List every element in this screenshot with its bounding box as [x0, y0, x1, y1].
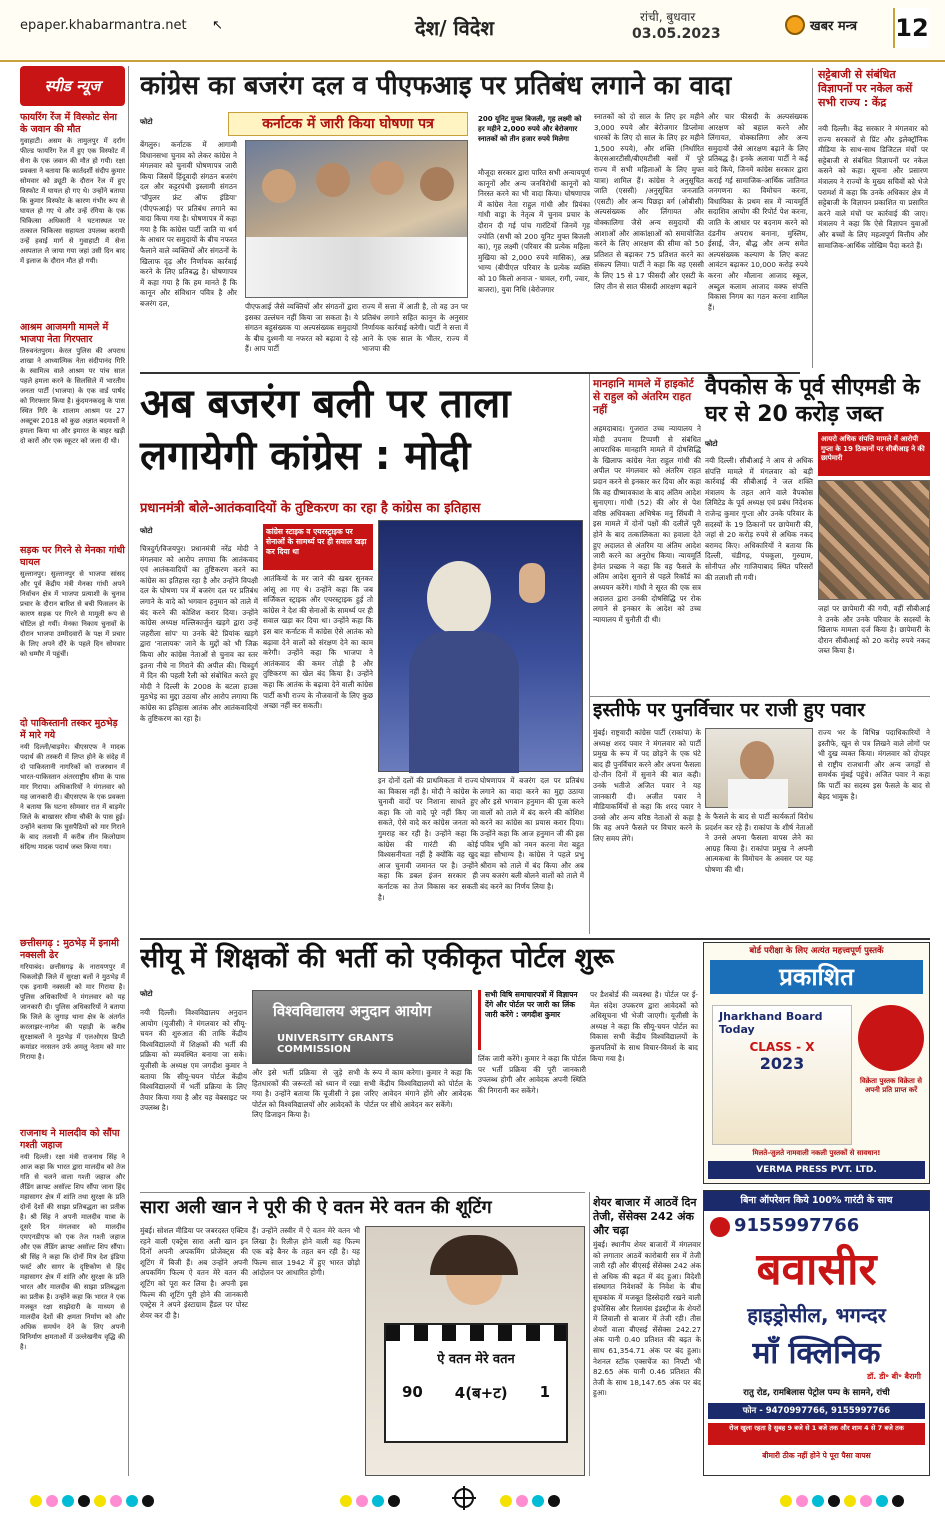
brand-name: खबर मन्त्र — [810, 19, 858, 34]
modi-headline-1: अब बजरंग बली पर ताला — [140, 381, 511, 427]
badge-icon — [858, 1005, 924, 1071]
cursor-icon: ↖ — [212, 18, 223, 33]
sidebar-story-5: छत्तीसगढ़ : मुठभेड़ में इनामी नक्सली ढेर गरियाबंद। छत्तीसगढ़ के नारायणपुर में चिकलोड़ी जिले में सुरक्षा बलों ने मुठभेड़ में एक इनामी नक्सली को मार गिराया है। पुलिस अधिकारियों ने मंगलवार को यह जानकारी दी। पुलिस अधिकारियों ने बताया कि जिले के जुगाड़ थाना क्षेत्र के अंतर्गत करलाझर-नागेश की पहाड़ी के करीब सुरक्षाबलों ने मुठभेड़ में एलओएस डिप्टी कमांडर नरसतन उर्फ अमलु नेताम को मार गिराया है। — [20, 938, 125, 1061]
page-number: 12 — [893, 8, 929, 48]
sidebar-story-4: दो पाकिस्तानी तस्कर मुठभेड़ में मारे गये नयी दिल्ली/बाड़मेर। बीएसएफ ने मादक पदार्थ की तस्करी में लिप्त होने के संदेह में दो पाकिस्तानी नागरिकों को राजस्थान में भारत-पाकिस्तान अंतरराष्ट्रीय सीमा के पास मार गिराया। अधिकारियों ने मंगलवार को यह जानकारी दी। बीएसएफ के एक प्रवक्ता ने बताया कि घटना सोमवार रात में बाड़मेर जिले के बाखासर सीमा चौकी के पास हुई। उन्होंने बताया कि घुसपैठियों को मार गिराने के बाद तलाशी में करीब तीन किलोग्राम संदिग्ध मादक पदार्थ जब्त किया गया। — [20, 718, 125, 851]
modi-col-2: आतंकियों के मर जाने की खबर सुनकर आंसू आ गए थे। उन्होंने कहा कि जब सर्जिकल स्ट्राइक और एयरस्ट्राइक हुई तो कांग्रेस ने देश की सेनाओं के सामर्थ्य पर ही सवाल खड़ा कर दिया था। उन्होंने कहा कि इस बार कर्नाटक में कांग्रेस ऐसे आतंक को बढ़ावा देने वालों को संरक्षण देने का काम करेगी। उन्होंने कहा कि भाजपा ने आतंकवाद की कमर तोड़ी है और तुष्टिकरण का खेल बंद किया है। उन्होंने कहा कि आतंक के बढ़ावा देने वाली कांग्रेस पार्टी कभी राज्य के नौजवानों के लिए कुछ अच्छा नहीं कर सकती। — [263, 574, 373, 711]
sara-col-2: हैं। उन्होंने तस्वीर में ऐ वतन मेरे वतन भी लिखा है। रिलीज़ होने वाली यह फिल्म एक बड़े बैनर के तहत बन रही है। यह फिल्म साल 1942 में हुए भारत छोड़ो आंदोलन पर आधारित होगी। — [252, 1226, 360, 1278]
speed-news-logo: स्पीड न्यूज — [20, 66, 125, 106]
registration-marks-right — [780, 1492, 908, 1511]
congress-manifesto-photo — [245, 140, 468, 298]
registration-marks-mid — [340, 1492, 404, 1511]
clapperboard: ऐ वतन मेरे वतन 90 4(ब+ट) 1 — [384, 1323, 568, 1443]
sharad-pawar-photo — [705, 728, 813, 808]
wapcos-col-2: जहां पर छापेमारी की गयी, वहीं सीबीआई ने उनके और उनके परिवार के सदस्यों के खिलाफ मामला दर्ज किया है। छापेमारी के दौरान सीबीआई को 20 करोड़ रुपये नकद जब्त किया है। — [818, 604, 930, 656]
pawar-col-3: राज्य भर के विभिन्न पदाधिकारियों ने इस्तीफे, खून से पत्र लिखने वाले लोगों पर भी दुख व्यक्त किया। मंगलवार को दोपहर से राष्ट्रीय राजधानी और अन्य जगहों से समर्थक मुंबई पहुंचे। अजित पवार ने कहा कि पार्टी का सदस्य इस फैसले के बाद से बेहद भावुक है। — [818, 728, 930, 801]
congress-kicker: कर्नाटक में जारी किया घोषणा पत्र — [228, 112, 468, 136]
photo-credit: फोटो — [140, 527, 153, 535]
ugc-headline: सीयू में शिक्षकों की भर्ती को एकीकृत पोर्टल शुरू — [140, 943, 614, 974]
sidebar-story-3: सड़क पर गिरने से मेनका गांधी घायल सुल्तानपुर। सुल्तानपुर से भाजपा सांसद और पूर्व केंद्रीय मंत्री मेनका गांधी अपने निर्वाचन क्षेत्र में भाजपा प्रत्याशी के चुनाव प्रचार के दौरान बारिश से बची फिसलन के कारण सड़क पर गिरने से मामूली रूप से चोटिल हो गयीं। मेनका निकाय चुनावों के दौरान भाजपा उम्मीदवारों के पक्ष में प्रचार के लिए अपने दौरे के पहले दिन सोमवार को धम्मौर में पहुंचीं। — [20, 545, 125, 658]
modi-col-3: इन दोनों दलों की प्राथमिकता में राज्य का विकास नहीं है। मोदी ने कांग्रेस के चुनावी वादों पर निशाना साधते हुए कहा कि जो वादे पूरे नहीं किए जा सकते, ऐसे वादे कर कांग्रेस जनता को गुमराह कर रही है। उन्होंने कहा कि कांग्रेस की गारंटी की कोई विश्वसनीयता नहीं है क्योंकि वह खुद आज चुनावी जमानत पर है। उन्होंने कहा कि डबल इंजन सरकार ही कर्नाटक का तेज विकास कर सकती है। — [378, 776, 478, 902]
rahul-body: अहमदाबाद। गुजरात उच्च न्यायालय ने मोदी उपनाम टिप्पणी से संबंधित आपराधिक मानहानि मामले में दोषसिद्धि के खिलाफ कांग्रेस नेता राहुल गांधी की अपील पर मंगलवार को अंतरिम राहत प्रदान करने से इनकार कर दिया और कहा कि वह ग्रीष्मावकाश के बाद अंतिम आदेश सुनाएगा। गांधी (52) की ओर से पेश वरिष्ठ अधिवक्ता अभिषेक मनु सिंघवी ने इस मामले में दोनों पक्षों की दलीलें पूरी होने के बाद तत्कालिकता का हवाला देते हुए अदालत से अंतरिम या अंतिम आदेश जारी करने का अनुरोध किया। न्यायमूर्ति हेमंत प्रच्छक ने कहा कि वह फैसले के अंतिम आदेश सुनाने से पहले रिकॉर्ड का अध्ययन करेंगे। गांधी ने सूरत की एक सत्र अदालत द्वारा उनकी दोषसिद्धि पर रोक लगाने से इनकार के आदेश को उच्च न्यायालय में चुनौती दी थी। — [593, 424, 701, 624]
ugc-col-5: पर डैशबोर्ड की व्यवस्था है। पोर्टल पर ई-मेल संदेश उपकरण द्वारा आवेदकों को अधिसूचना भी भेजी जाएगी। यूजीसी के अध्यक्ष ने कहा कि सीयू-चयन पोर्टल का विकास सभी केंद्रीय विश्वविद्यालयों के कुलपतियों के साथ विचार-विमर्श के बाद किया गया है। — [590, 990, 698, 1063]
site-url[interactable]: epaper.khabarmantra.net — [20, 18, 187, 33]
modi-photo — [378, 520, 583, 772]
section-title: देश/ विदेश — [415, 16, 495, 40]
ugc-sign-photo: विश्वविद्यालय अनुदान आयोग UNIVERSITY GRANTS COMMISSION — [252, 990, 472, 1064]
sara-col-1: मुंबई। सोशल मीडिया पर जबरदस्त एक्टिव रहने वाली एक्ट्रेस सारा अली खान इन दिनों अपनी अपकमिंग प्रोजेक्ट्स की शूटिंग में बिजी हैं। अब उन्होंने अपनी अपकमिंग फिल्म ऐ वतन मेरे वतन की शूटिंग को पूरा कर लिया है। अपनी इस फिल्म की शूटिंग पूरी होने की जानकारी एक्ट्रेस ने अपने इंस्टाग्राम हैंडल पर पोस्ट शेयर कर दी है। — [140, 1226, 248, 1320]
modi-col-1: चित्रदुर्ग/विजयपुर। प्रधानमंत्री नरेंद्र मोदी ने मंगलवार को आरोप लगाया कि आतंकवाद एवं आतंकवादियों का तुष्टिकरण करने का कांग्रेस का इतिहास रहा है और उन्होंने विपक्षी दल के घोषणा पत्र में बजरंग दल पर प्रतिबंध लगाने के वादे को भगवान हनुमान को ताले में बंद करने की कोशिश करार दिया। उन्होंने कांग्रेस अध्यक्ष मल्लिकार्जुन खड़गे द्वारा उन्हें जहरीला सांप' या उनके बेटे प्रियांक खड़गे द्वारा 'नालायक' जाने के मुद्दों को भी जिक्र किया और कांग्रेस नेताओं से चुनाव का स्तर इतना नीचे ना गिराने की अपील की। चित्रदुर्ग में दिन की पहली रैली को संबोधित करते हुए मोदी ने दिल्ली के 2008 के बटला हाउस मुठभेड़ का मुद्दा उठाया और आरोप लगाया कि कांग्रेस का इतिहास आतंक और आतंकवादियों के तुष्टिकरण का रहा है। — [140, 544, 258, 723]
divider — [140, 372, 800, 374]
brand-logo-icon — [785, 15, 805, 35]
registration-marks-mid-2 — [500, 1492, 564, 1511]
modi-headline-2: लगायेगी कांग्रेस : मोदी — [140, 433, 471, 479]
sidebar-story-1: फायरिंग रेंज में विस्फोट सेना के जवान की मौत गुवाहाटी। असम के तामुलपुर में दर्रांग फील्ड फायरिंग रेंज में हुए एक विस्फोट में सेना के एक जवान की मौत हो गयी। रक्षा प्रवक्ता ने बताया कि कार्तदर्शी संदीप कुमार सोमवार को ड्यूटी के दौरान रेंज में हुए विस्फोट में घायल हो गए थे। उन्होंने बताया कि कुमार विस्फोट के कारण गंभीर रूप से घायल हो गए थे और उन्हें रंगिया के एक चिकित्सा अधिकारी ने घटनास्थल पर तत्काल चिकित्सा सहायता उपलब्ध करायी उन्हें हवाई मार्ग से गुवाहाटी में सेना अस्पताल ले जाया गया जहां उसी दिन बाद में इलाज के दौरान मौत हो गयी। — [20, 112, 125, 265]
congress-col-4: मौजूदा सरकार द्वारा पारित सभी अन्यायपूर्ण कानूनों और अन्य जनविरोधी कानूनों को निरस्त करने का भी वादा किया। घोषणापत्र में कांग्रेस नेता राहुल गांधी और प्रियंका गांधी वाड्रा के नेतृत्व में चुनाव प्रचार के दौरान दी गई पांच गारंटियों जिनमें गृह ज्योति (सभी को 200 यूनिट मुफ्त बिजली का), गृह लक्ष्मी (परिवार की प्रत्येक महिला मुखिया को 2,000 रुपये मासिक), अन्न भाग्य (बीपीएल परिवार के प्रत्येक व्यक्ति को 10 किलो अनाज - चावल, रागी, ज्वार, बाजरा), युवा निधि (बेरोजगार — [478, 168, 590, 294]
divider — [140, 938, 930, 940]
congress-headline: कांग्रेस का बजरंग दल व पीएफआइ पर प्रतिबंध लगाने का वादा — [140, 71, 732, 101]
ugc-col-4: लिंक जारी करेंगे। कुमार ने कहा कि पोर्टल पर भर्ती प्रक्रिया की पूरी जानकारी उपलब्ध होगी और आवेदक अपनी स्थिति की निगरानी कर सकेंगे। — [478, 1054, 586, 1095]
registration-marks-left — [30, 1492, 158, 1511]
wapcos-col-1: नयी दिल्ली। सीबीआई ने आय से अधिक संपत्ति मामले में मंगलवार को बड़ी कार्रवाई की सीबीआई ने जल शक्ति मंत्रालय के तहत आने वाले वैपकोस लिमिटेड के पूर्व अध्यक्ष एवं प्रबंध निदेशक राजेन्द्र कुमार गुप्ता और उनके परिवार के सदस्यों के 19 ठिकानों पर छापेमारी की, जहां से 20 करोड़ रुपये से अधिक नकद बरामद किए। अधिकारियों ने बताया कि दिल्ली, चंडीगढ़, पंचकूला, गुरुग्राम, सोनीपत और गाजियाबाद स्थित परिसरों की तलाशी ली गयी। — [705, 456, 813, 582]
congress-promo: 200 यूनिट मुफ्त बिजली, गृह लक्ष्मी को हर महीने 2,000 रुपये और बेरोजगार स्नातकों को तीन हजार रुपये मिलेगा — [478, 115, 582, 143]
congress-col-1: बेंगलुरु। कर्नाटक में आगामी विधानसभा चुनाव को लेकर कांग्रेस ने मंगलवार को चुनावी घोषणापत्र जारी किया जिसमें हिंदूवादी संगठन बजरंग दल और कट्टरपंथी इस्लामी संगठन 'पॉपुलर फ्रंट ऑफ इंडिया' (पीएफआई) पर प्रतिबंध लगाने का वादा किया गया है। घोषणापत्र में कहा गया है कि कांग्रेस पार्टी जाति या धर्म के आधार पर समुदायों के बीच नफरत फैलाने वाले व्यक्तियों और संगठनों के खिलाफ दृढ़ और निर्णायक कार्रवाई करने के लिए प्रतिबद्ध है। घोषणापत्र में कहा गया है कि हम मानते हैं कि कानून और संविधान पवित्र है और बजरंग दल, — [140, 140, 237, 308]
crosshair-icon — [454, 1488, 474, 1508]
masthead-bar — [0, 0, 945, 62]
column-rule — [589, 1192, 590, 1476]
phone-icon — [710, 1217, 730, 1237]
betting-body: नयी दिल्ली। केंद्र सरकार ने मंगलवार को राज्य सरकारों से प्रिंट और इलेक्ट्रॉनिक मीडिया के साथ-साथ डिजिटल मंचों पर सट्टेबाजी से संबंधित विज्ञापनों पर नकेल कसने को कहा। सूचना और प्रसारण मंत्रालय ने राज्यों के मुख्य सचिवों को भेजे परामर्श में कहा कि उनके अधिकार क्षेत्र में सट्टेबाजी के विज्ञापन प्रकाशित या प्रसारित करने वाले मंचों पर कार्रवाई की जाए। मंत्रालय ने कहा कि ऐसे विज्ञापन युवाओं और बच्चों के लिए महत्वपूर्ण वित्तीय और सामाजिक-आर्थिक जोखिम पैदा करते हैं। — [818, 124, 928, 250]
book-advertisement[interactable]: बोर्ड परीक्षा के लिए अत्यंत महत्त्वपूर्ण पुस्तकें प्रकाशित Jharkhand Board Today CLASS - X 2023 विक्रेता पुस्तक विक्रेता से अपनी प्रति प्राप्त करें मिलते-जुलते नामवाली नकली पुस्तकों से सावधान! VERMA PRESS PVT. LTD. — [703, 942, 930, 1184]
congress-col-2: पीएफआई जैसे व्यक्तियों और संगठनों द्वारा इसका उल्लंघन नहीं किया जा सकता है। ये संगठन बहुसंख्यक या अल्पसंख्यक समुदायों के बीच दुश्मनी या नफरत को बढ़ावा दे रहे हैं। आप पार्टी — [245, 302, 358, 354]
ugc-col-1: नयी दिल्ली। विश्वविद्यालय अनुदान आयोग (यूजीसी) ने मंगलवार को सीयू-चयन की शुरुआत की ताकि केंद्रीय विश्वविद्यालयों में शिक्षकों की भर्ती की प्रक्रिया को व्यवस्थित बनाया जा सके। यूजीसी के अध्यक्ष एम जगदीश कुमार ने बताया कि सीयू-चयन पोर्टल केंद्रीय विश्वविद्यालयों में भर्ती प्रक्रिया के लिए तैयार किया गया है और यह वेबसाइट पर उपलब्ध है। — [140, 1008, 247, 1113]
pawar-col-1: मुंबई। राष्ट्रवादी कांग्रेस पार्टी (राकांपा) के अध्यक्ष शरद पवार ने मंगलवार को पार्टी प्रमुख के रूप में पद छोड़ने के एक घंटे बाद ही पुनर्विचार करने और अपना फैसला दो-तीन दिनों में सुनाने की बात कही। उनके भतीजे अजित पवार ने यह जानकारी दी। अजीत पवार ने मीडियाकर्मियों से कहा कि शरद पवार ने उनसे और अन्य वरिष्ठ नेताओं से कहा है कि वह अपने फैसले पर विचार करने के लिए समय लेंगे। — [593, 728, 701, 843]
rahul-headline: मानहानि मामले में हाइकोर्ट से राहुल को अंतरिम राहत नहीं — [593, 378, 694, 416]
pawar-col-2: के फैसले के बाद से पार्टी कार्यकर्ता विरोध प्रदर्शन कर रहे हैं। राकांपा के शीर्ष नेताओं ने उनसे अपना फैसला वापस लेने का आग्रह किया है। राकांपा प्रमुख ने अपनी आत्मकथा के विमोचन के अवसर पर यह घोषणा की थी। — [705, 812, 813, 874]
book-cover: Jharkhand Board Today CLASS - X 2023 — [712, 1005, 852, 1145]
betting-headline: सट्टेबाजी से संबंधित विज्ञापनों पर नकेल कसें सभी राज्य : केंद्र — [818, 68, 913, 109]
divider — [140, 1192, 585, 1193]
congress-col-6: और चार फीसदी के अल्पसंख्यक आरक्षण को बहाल करने और लिंगायत, वोक्कालिगा और अन्य समुदायों जैसे आरक्षण बढ़ाने के लिए प्रतिबद्ध है। इनके अलावा पार्टी ने कई वादे किये, जिनमें कांग्रेस सरकार द्वारा कराई गई सामाजिक-आर्थिक जातिगत जनगणना का विमोचन करना, विधायिका के प्रथम सत्र में न्यायमूर्ति सदाशिव आयोग की रिपोर्ट पेश करना, जाति के आधार पर बदनाम करने को दंडनीय अपराध बनाना, मुस्लिम, ईसाई, जैन, बौद्ध और अन्य समेत अल्पसंख्यक कल्याण के लिए बजट आवंटन बढ़ाकर 10,000 करोड़ रुपये करना और मौलाना आजाद स्कूल, अब्दुल कलाम आजाद वक्फ संपत्ति विकास निगम का गठन करना शामिल हैं। — [708, 112, 808, 312]
sidebar-story-2: आश्रम आजमगी मामले में भाजपा नेता गिरफ्तार तिरुवनंतपुरम। केरल पुलिस की अपराध शाखा ने आध्यात्मिक नेता संदीपानंद गिरि के स्वामित्व वाले आश्रम पर पांच साल पहले हमला करने के सिलसिले में भारतीय जनता पार्टी (भाजपा) के एक वार्ड पार्षद को गिरफ्तार किया है। कुंदमनकदवु के पास स्थित गिरि के शालाम आश्रम पर 27 अक्टूबर 2018 को कुछ अज्ञात बदमाशों ने हमला किया था और इमारत के बाहर खड़ी दो कारों और एक स्कूटर को जला दी थी। — [20, 322, 125, 445]
right-rule — [812, 68, 813, 368]
market-headline: शेयर बाजार में आठवें दिन तेजी, सेंसेक्स 242 अंक और चढ़ा — [593, 1196, 697, 1237]
divider — [590, 696, 930, 697]
sara-photo — [365, 1226, 585, 1476]
sara-headline: सारा अली खान ने पूरी की ऐ वतन मेरे वतन की शूटिंग — [140, 1197, 492, 1218]
modi-col-4: घोषणापत्र में बजरंग दल पर प्रतिबंध लगाने का वादा करने का मुद्दा उठाया और इसे भगवान हनुमान की पूजा करने वालों को ताले में बंद करने की कोशिश करने का कांग्रेस का प्रयास करार दिया। उन्होंने कहा कि आज हनुमान जी की इस पवित्र भूमि को नमन करना मेरा बहुत बड़ा सौभाग्य है। कांग्रेस ने पहले प्रभु श्रीराम को ताले में बंद किया और अब जय बजरंग बली बोलने वालों को ताले में बंद करने का निर्णय लिया है। — [480, 776, 584, 891]
congress-col-3: राज्य में सत्ता में आती है, तो वह उन पर प्रतिबंध लगाने सहित कानून के अनुसार निर्णायक कार्रवाई करेगी। पार्टी ने सत्ता में आने के एक साल के भीतर, राज्य में भाजपा की — [362, 302, 468, 354]
photo-credit: फोटो — [140, 990, 153, 998]
modi-pull-quote: कांग्रेस स्टाइक व एयरस्ट्राइक पर सेनाओं के सामर्थ्य पर ही सवाल खड़ा कर दिया था — [263, 524, 373, 570]
ugc-col-3: के रूप में काम करेगा। कुमार ने कहा कि सभी केंद्रीय विश्वविद्यालयों को पोर्टल के जरिए आवेदन मंगाने होंगे और आवेदक पोर्टल पर सीधे आवेदन कर सकेंगे। — [364, 1068, 472, 1109]
ugc-col-2: और इसे भर्ती प्रक्रिया से जुड़े सभी हितधारकों की जरूरतों को ध्यान में रखा गया है। उन्होंने बताया कि यूजीसी ने इस पोर्टल को विश्वविद्यालयों और आवेदकों के लिए डिजाइन किया है। — [252, 1068, 360, 1120]
cash-seized-photo — [818, 480, 930, 600]
market-body: मुंबई। स्थानीय शेयर बाजारों में मंगलवार को लगातार आठवें कारोबारी सत्र में तेजी जारी रही और बीएसई सेंसेक्स 242 अंक से अधिक की बढ़त में बंद हुआ। विदेशी संस्थागत निवेशकों के निवेश के बीच सूचकांक में मजबूत हिस्सेदारी रखने वाली इंफोसिस और रिलायंस इंडस्ट्रीज के शेयरों में लिवाली से बाजार में तेजी रही। तीस शेयरों वाला बीएसई सेंसेक्स 242.27 अंक यानी 0.40 प्रतिशत की बढ़त के साथ 61,354.71 अंक पर बंद हुआ। नेशनल स्टॉक एक्सचेंज का निफ्टी भी 82.65 अंक यानी 0.46 प्रतिशत की तेजी के साथ 18,147.65 अंक पर बंद हुआ। — [593, 1240, 701, 1398]
photo-credit: फोटो — [140, 118, 153, 126]
modi-subheadline: प्रधानमंत्री बोले-आतंकवादियों के तुष्टिकरण का रहा है कांग्रेस का इतिहास — [140, 501, 481, 516]
wapcos-pull-quote: आयरो अधिक संपत्ति मामले में आरोपी गुप्ता के 19 ठिकानों पर सीबीआइ ने की छापेमारी — [818, 432, 930, 476]
congress-col-5: स्नातकों को दो साल के लिए हर महीने 3,000 रुपये और बेरोजगार डिप्लोमा धारकों के लिए दो साल के लिए हर महीने 1,500 रुपये), और शक्ति (निर्धारित केएसआरटीसी/बीएमटीसी बसों में पूरे राज्य में सभी महिलाओं के लिए मुफ्त यात्रा) शामिल हैं। कांग्रेस ने अनुसूचित जाति (एससी) /अनुसूचित जनजाति (एसटी) और अन्य पिछड़ा वर्ग (ओबीसी) अल्पसंख्यक और लिंगायत और वोक्कालिगा जैसे अन्य समुदायों की आशाओं और आकांक्षाओं को समायोजित करने के लिए आरक्षण की सीमा को 50 प्रतिशत से बढ़ाकर 75 प्रतिशत करने का संकल्प लिया। पार्टी ने कहा कि वह एससी के लिए 15 से 17 फीसदी और एसटी के लिए तीन से सात फीसदी आरक्षण बढ़ाने — [594, 112, 704, 291]
clinic-advertisement[interactable]: बिना ऑपरेशन किये 100% गारंटी के साथ 9155997766 बवासीर हाइड्रोसील, भगन्दर माँ क्लिनिक डॉ. डी॰ बी॰ बैरागी रातु रोड, रामबिलास पेट्रोल पम्प के सामने, रांची फोन - 9470997766, 9155997766 रोज खुला रहता है सुबह 9 बजे से 1 बजे तक और शाम 4 से 7 बजे तक बीमारी ठीक नहीं होने पे पूरा पैसा वापस — [703, 1190, 930, 1476]
pawar-headline: इस्तीफे पर पुनर्विचार पर राजी हुए पवार — [593, 699, 865, 721]
wapcos-headline: वैपकोस के पूर्व सीएमडी के घर से 20 करोड़ जब्त — [705, 375, 920, 427]
photo-credit: फोटो — [705, 440, 718, 448]
sidebar-rule — [128, 66, 129, 1476]
city-day: रांची, बुधवार — [640, 10, 696, 24]
issue-date: 03.05.2023 — [632, 26, 721, 42]
sidebar-story-6: राजनाथ ने मालदीव को सौंपा गश्ती जहाज नयी दिल्ली। रक्षा मंत्री राजनाथ सिंह ने आज कहा कि भारत द्वारा मालदीव को तेज गति से चलने वाला गश्ती जहाज और लैंडिंग क्राफ्ट असॉल्ट शिप सौंपा जाना हिंद महासागर क्षेत्र में शांति तथा सुरक्षा के प्रति दोनों देशों की साझा प्रतिबद्धता का प्रतीक है। श्री सिंह ने अपनी मालदीव यात्रा के दूसरे दिन मंगलवार को मालदीव एमएनडीएफ को एक तेज गश्ती जहाज और एक लैंडिंग क्राफ्ट असॉल्ट शिप सौंपा। श्री सिंह ने कहा कि दोनों मित्र देश इंडिया फर्स्ट और सागर के दृष्टिकोण से हिंद महासागर क्षेत्र में शांति और सुरक्षा के प्रति भारत और मालदीव की साझा प्रतिबद्धता का प्रतीक है। उन्होंने कहा कि भारत ने एक मजबूत रक्षा साझेदारी के माध्यम से मालदीव देशों की क्षमता निर्माण को और अधिक समर्थन देने के लिए अपनी विनिर्माण क्षमताओं में उल्लेखनीय वृद्धि की है। — [20, 1128, 125, 1351]
column-rule — [589, 374, 590, 934]
ugc-pull-quote: सभी विषि समाचारपत्रों में विज्ञापन देंगे और पोर्टल पर जारी का लिंक जारी करेंगे : जगदीश कुमार — [478, 990, 586, 1050]
